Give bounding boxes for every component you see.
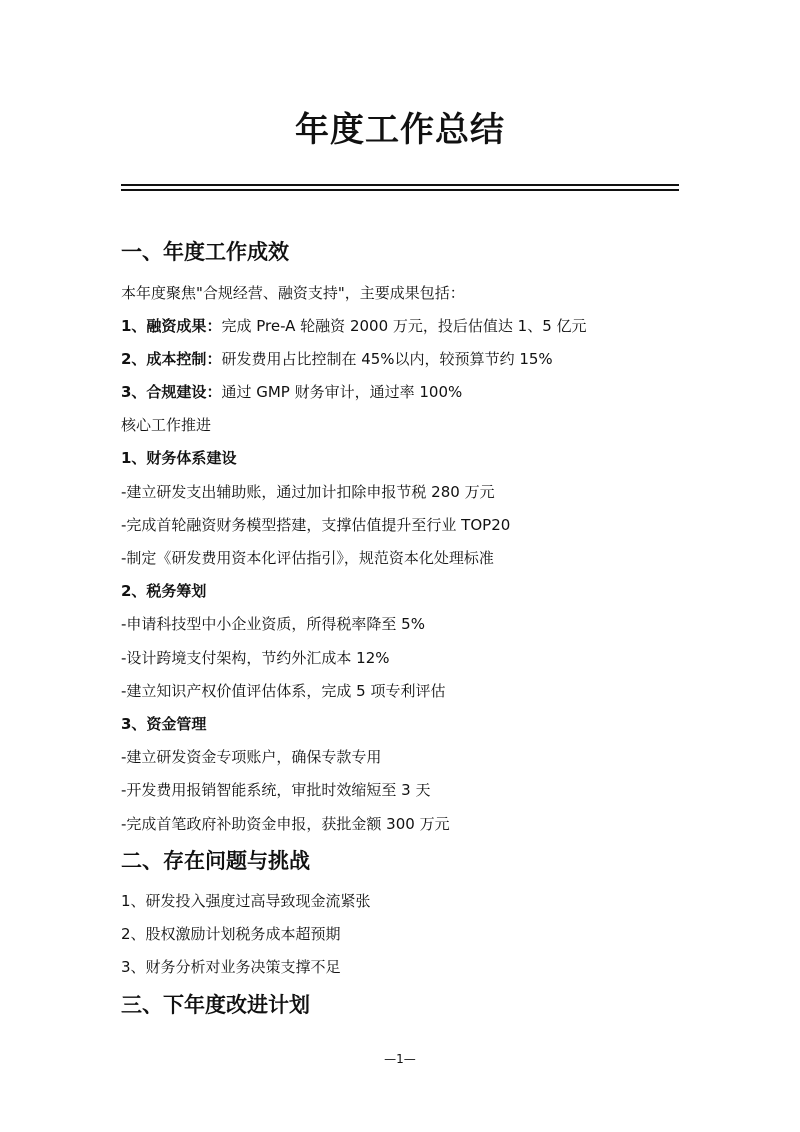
group-heading-finance: 1、财务体系建设 — [121, 449, 237, 467]
group-heading-tax: 2、税务筹划 — [121, 582, 207, 600]
core-work-title: 核心工作推进 — [121, 416, 212, 434]
list-item: -建立知识产权价值评估体系，完成 5 项专利评估 — [121, 682, 446, 700]
result-item — [121, 348, 553, 370]
list-item: -设计跨境支付架构，节约外汇成本 12% — [121, 649, 390, 667]
result-text: 研发费用占比控制在 45%以内，较预算节约 15% — [221, 350, 553, 368]
problem-item: 3、财务分析对业务决策支撑不足 — [121, 958, 341, 976]
result-item — [121, 315, 587, 337]
problem-item: 1、研发投入强度过高导致现金流紧张 — [121, 892, 371, 910]
page-number: —1— — [384, 1052, 416, 1066]
result-text: 完成 Pre-A 轮融资 2000 万元，投后估值达 1、5 亿元 — [221, 317, 587, 335]
list-item: -制定《研发费用资本化评估指引》，规范资本化处理标准 — [121, 549, 494, 567]
result-label: 1、融资成果： — [121, 317, 222, 335]
list-item: -申请科技型中小企业资质，所得税率降至 5% — [121, 615, 425, 633]
result-label: 2、成本控制： — [121, 350, 222, 368]
problem-item: 2、股权激励计划税务成本超预期 — [121, 925, 341, 943]
results-intro: 本年度聚焦"合规经营、融资支持"，主要成果包括： — [121, 284, 465, 302]
result-item — [121, 381, 462, 403]
section-heading-plan: 三、下年度改进计划 — [121, 993, 310, 1017]
section-heading-results: 一、年度工作成效 — [121, 240, 289, 264]
list-item: -开发费用报销智能系统，审批时效缩短至 3 天 — [121, 781, 431, 799]
list-item: -完成首轮融资财务模型搭建，支撑估值提升至行业 TOP20 — [121, 516, 511, 534]
section-heading-problems: 二、存在问题与挑战 — [121, 849, 310, 873]
list-item: -完成首笔政府补助资金申报，获批金额 300 万元 — [121, 815, 450, 833]
result-label: 3、合规建设： — [121, 383, 222, 401]
result-text: 通过 GMP 财务审计，通过率 100% — [221, 383, 463, 401]
list-item: -建立研发支出辅助账，通过加计扣除申报节税 280 万元 — [121, 483, 495, 501]
title-divider — [121, 184, 679, 191]
document-title: 年度工作总结 — [295, 110, 505, 150]
list-item: -建立研发资金专项账户，确保专款专用 — [121, 748, 382, 766]
group-heading-funds: 3、资金管理 — [121, 715, 207, 733]
